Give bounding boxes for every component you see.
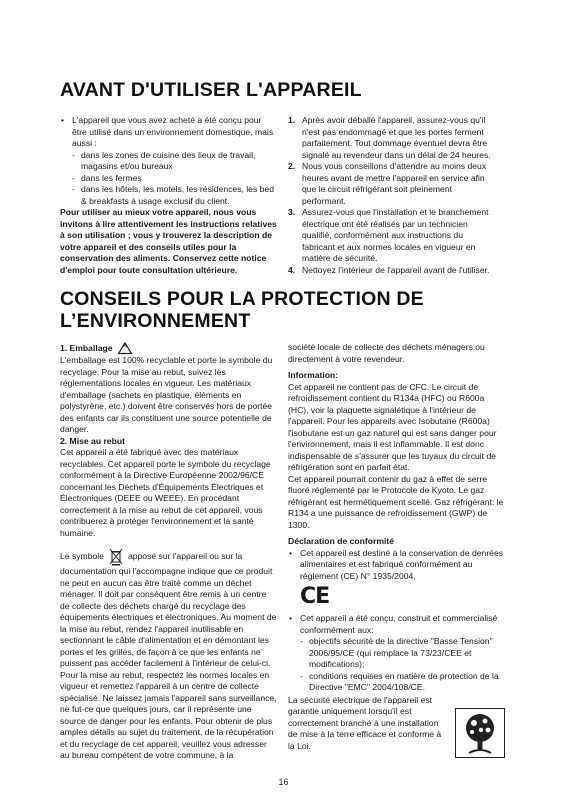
- symbole-text: documentation qui l'accompagne indique que ce produit ne peut en aucun cas être traité comme un déchet ménager. Il doit par conséquent être remis à un centre de collecte des déchets chargé du recyclage des équipements électriques et électroniques. Au moment de la mise au rebut, rendez l'appareil inutilisable en sectionnant le câble d'alimentation et en démontant les portes et les grilles, de façon à ce que les enfants ne puissent pas accéder facilement à l'intérieur de celui-ci. Pour la mise au rebut, respectez les normes locales en vigueur et remettez l'appareil à un centre de collecte spécialisé. Ne laissez jamais l'appareil sans surveillance, ne fut-ce que quelques jours, car il représente une source de danger pour les enfants. Pour obtenir de plus amples détails au sujet du traitement, de la récupération et du recyclage de cet appareil, veuillez vous adresser au bureau compétent de votre commune, à la: [60, 566, 277, 760]
- safety-text: La sécurité électrique de l'appareil est garantie uniquement lorsqu'il est correctement branché à une installation de mise à la terre efficace et conforme à la Loi.: [288, 694, 442, 751]
- tree-icon: [455, 708, 505, 758]
- step-text: Nettoyez l'intérieur de l'appareil avant de l'utiliser.: [302, 264, 490, 275]
- left-column: [60, 342, 278, 762]
- step-text: Nous vous conseillons d'attendre au moins deux heures avant de mettre l'appareil en service afin que le circuit réfrigérant soit pleinement performant.: [302, 161, 487, 206]
- crossed-bin-icon: [109, 548, 123, 566]
- section-title-line1: CONSEILS POUR LA PROTECTION DE: [60, 288, 424, 310]
- right-column: [288, 342, 506, 752]
- rebut-text: Cet appareil a été fabriqué avec des matériaux recyclables. Cet appareil porte le symbole du recyclage conformément à la Directive Européenne 2002/96/CE concernant les Déchets d'Équipements Électriques et Électroniques (DEEE ou WEEE). En procédant correctement à la mise au rebut de cet appareil, vous contribuerez à protéger l'environnement et la santé humaine.: [60, 447, 271, 538]
- list-item: [288, 161, 498, 207]
- step-number: 1.: [288, 115, 296, 125]
- step-number: 2.: [288, 161, 296, 171]
- list-item: - conditions requises en matière de protection de la Directive "EMC" 2004/108/CE.: [300, 671, 506, 694]
- step-number: 4.: [288, 264, 296, 275]
- emballage-text: L'emballage est 100% recyclable et porte le symbole du recyclage. Pour la mise au rebut, suivez les réglementations locales en vigueur. Les matériaux d'emballage (sachets en plastique, éléments en polystyrène, etc.) doivent être conservés hors de portée des enfants car ils constituent une source potentielle de danger.: [60, 355, 273, 434]
- step-text: Après avoir déballé l'appareil, assurez-vous qu'il n'est pas endommagé et que les portes ferment parfaitement. Tout dommage éventuel devra être signalé au revendeur dans un délai de 24 heures.: [302, 115, 491, 160]
- rebut-title: 2. Mise au rebut: [60, 435, 125, 446]
- ce-mark: [288, 585, 506, 609]
- list-item: [288, 265, 498, 277]
- list-item: [288, 613, 506, 694]
- continued-text: société locale de collecte des déchets ménagers ou directement à votre revendeur.: [288, 342, 485, 364]
- list-item: - objectifs sécurité de la directive "Basse Tension" 2006/95/CE (qui remplace la 73/23/CEE et modifications);: [300, 636, 506, 671]
- page-number: 16: [278, 777, 289, 787]
- information-title: Information:: [288, 370, 339, 380]
- section-title-line2: L’ENVIRONNEMENT: [60, 310, 251, 332]
- recycle-icon: [117, 342, 133, 355]
- section-title: [60, 288, 424, 332]
- information-text-2: Cet appareil pourrait contenir du gaz à effet de serre fluoré réglementé par le Protocole de Kyoto. Le gaz réfrigérant est hermétiquement scellé. Gaz réfrigérant: le R134 a une puissance de refroidissement (GWP) de 1300.: [288, 473, 504, 530]
- list-item: [288, 207, 498, 265]
- list-item: • Cet appareil est destiné à la conservation de denrées alimentaires et est fabriqué conformément au règlement (CE) N° 1935/2004.: [288, 548, 506, 583]
- ce-mark-text: CE: [300, 584, 330, 609]
- list-item: - dans les hôtels, les motels, les résidences, les bed & breakfasts à usage exclusif du client.: [72, 184, 278, 207]
- list-item: - dans les zones de cuisine des lieux de travail, magasins et/ou bureaux: [72, 150, 278, 173]
- step-number: 3.: [288, 207, 296, 217]
- intro-bullet: [60, 115, 278, 207]
- page-title: AVANT D'UTILISER L'APPAREIL: [60, 79, 362, 101]
- symbole-line: [60, 548, 278, 566]
- intro-bullet-text: L'appareil que vous avez acheté a été conçu pour être utilisé dans un environnement domestique, mais aussi :: [72, 115, 274, 148]
- intro-bold-note: Pour utiliser au mieux votre appareil, nous vous invitons à lire attentivement les instructions relatives à son utilisation ; vous y trouverez la description de votre appareil et des conseils utiles pour la conservation des aliments. Conservez cette notice d'emploi pour toute consultation ultérieure.: [60, 207, 277, 275]
- list-item: [288, 115, 498, 161]
- steps-list: [288, 115, 498, 276]
- information-text: Cet appareil ne contient pas de CFC. Le circuit de refroidissement contient du R134a (HFC) ou R600a (HC), voir la plaquette signalétique à l'intérieur de l'appareil. Pour les appareils avec Isobutane (R600a) l'isobutane est un gaz naturel qui est sans danger pour l'environnement, mais il est inflammable. Il est donc indispensable de s'assurer que les tuyaux du circuit de réfrigération sont en parfait état.: [288, 381, 497, 472]
- symbole-before: Le symbole: [60, 551, 104, 562]
- declaration-title: Déclaration de conformité: [288, 536, 395, 546]
- symbole-after: apposé sur l'appareil ou sur la: [127, 551, 243, 562]
- intro-block: [60, 115, 278, 276]
- emballage-title: 1. Emballage: [60, 342, 113, 353]
- step-text: Assurez-vous que l'installation et le branchement électrique ont été réalisés par un technicien qualifié, conformément aux instructions du fabricant et aux normes locales en vigueur en matière de sécurité.: [302, 207, 489, 263]
- emballage-heading: [60, 342, 278, 355]
- list-item: - dans les fermes: [72, 173, 278, 185]
- declaration-bullet-2: Cet appareil a été conçu, construit et commercialisé conformément aux:: [300, 613, 498, 635]
